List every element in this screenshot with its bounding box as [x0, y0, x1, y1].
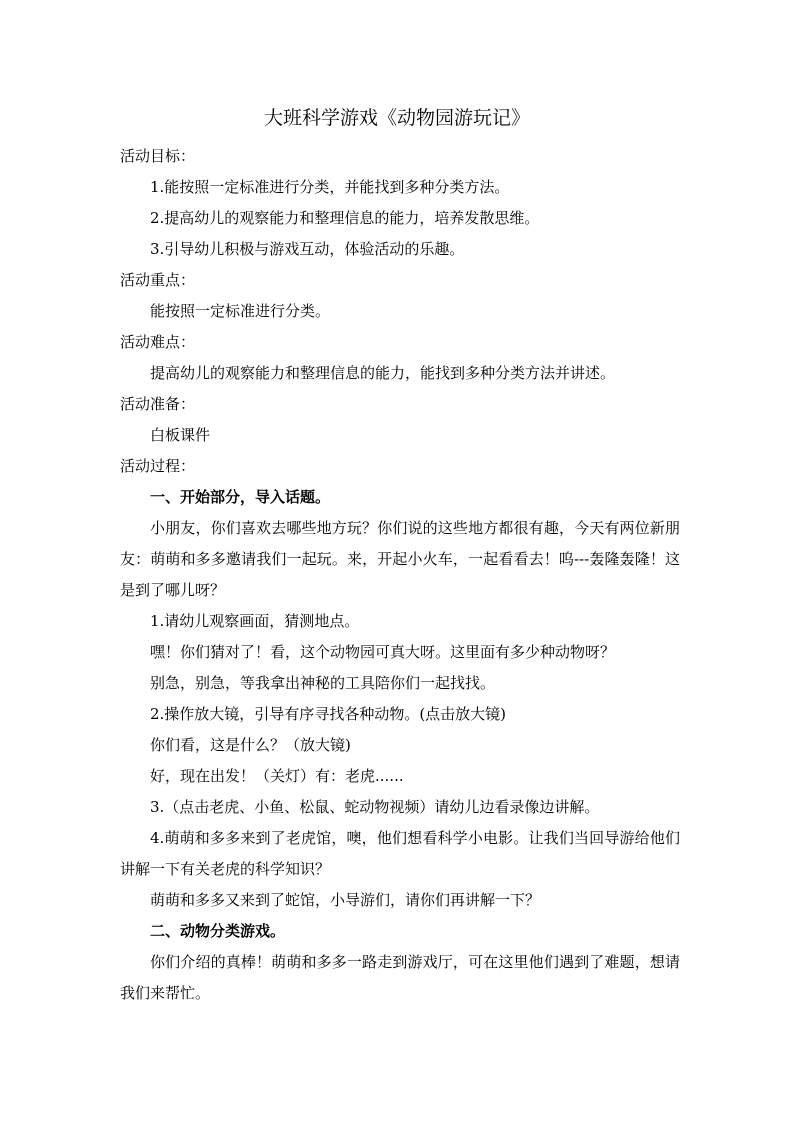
- step-3: 3.（点击老虎、小鱼、松鼠、蛇动物视频）请幼儿边看录像边讲解。: [150, 798, 600, 816]
- section-heading-key-points: 活动重点：: [120, 271, 196, 289]
- dialogue-line-1: 嘿！你们猜对了！看，这个动物园可真大呀。这里面有多少种动物呀？: [150, 643, 616, 661]
- part-two-heading: 二、动物分类游戏。: [150, 922, 286, 940]
- preparation-text: 白板课件: [150, 426, 211, 444]
- dialogue-line-5: 萌萌和多多又来到了蛇馆，小导游们，请你们再讲解一下？: [150, 891, 541, 909]
- section-heading-difficulties: 活动难点：: [120, 333, 196, 351]
- document-title: 大班科学游戏《动物园游玩记》: [263, 107, 530, 129]
- goal-item-2: 2.提高幼儿的观察能力和整理信息的能力，培养发散思维。: [150, 209, 540, 227]
- section-heading-process: 活动过程：: [120, 457, 196, 475]
- section-heading-goals: 活动目标：: [120, 147, 196, 165]
- dialogue-line-3: 你们看，这是什么？（放大镜): [150, 736, 351, 754]
- goal-item-3: 3.引导幼儿积极与游戏互动，体验活动的乐趣。: [150, 240, 465, 258]
- part-two-paragraph: 你们介绍的真棒！萌萌和多多一路走到游戏厅，可在这里他们遇到了难题，想请我们来帮忙。: [120, 953, 680, 1002]
- difficulty-text: 提高幼儿的观察能力和整理信息的能力，能找到多种分类方法并讲述。: [150, 364, 616, 382]
- dialogue-line-2: 别急，别急，等我拿出神秘的工具陪你们一起找找。: [150, 674, 496, 692]
- intro-paragraph: 小朋友，你们喜欢去哪些地方玩？你们说的这些地方都很有趣，今天有两位新朋友：萌萌和多多邀请我们一起玩。来，开起小火车，一起看看去！呜---轰隆轰隆！这是到了哪儿呀？: [120, 519, 680, 599]
- section-heading-preparation: 活动准备：: [120, 395, 196, 413]
- key-point-text: 能按照一定标准进行分类。: [150, 302, 331, 320]
- dialogue-line-4: 好，现在出发！（关灯）有：老虎......: [150, 767, 404, 785]
- goal-item-1: 1.能按照一定标准进行分类，并能找到多种分类方法。: [150, 178, 510, 196]
- document-body: [120, 141, 680, 1009]
- step-4: 4.萌萌和多多来到了老虎馆，噢，他们想看科学小电影。让我们当回导游给他们讲解一下有关老虎的科学知识？: [120, 829, 680, 878]
- step-1: 1.请幼儿观察画面，猜测地点。: [150, 612, 360, 630]
- part-one-heading: 一、开始部分，导入话题。: [150, 488, 331, 506]
- step-2: 2.操作放大镜，引导有序寻找各种动物。(点击放大镜): [150, 705, 507, 723]
